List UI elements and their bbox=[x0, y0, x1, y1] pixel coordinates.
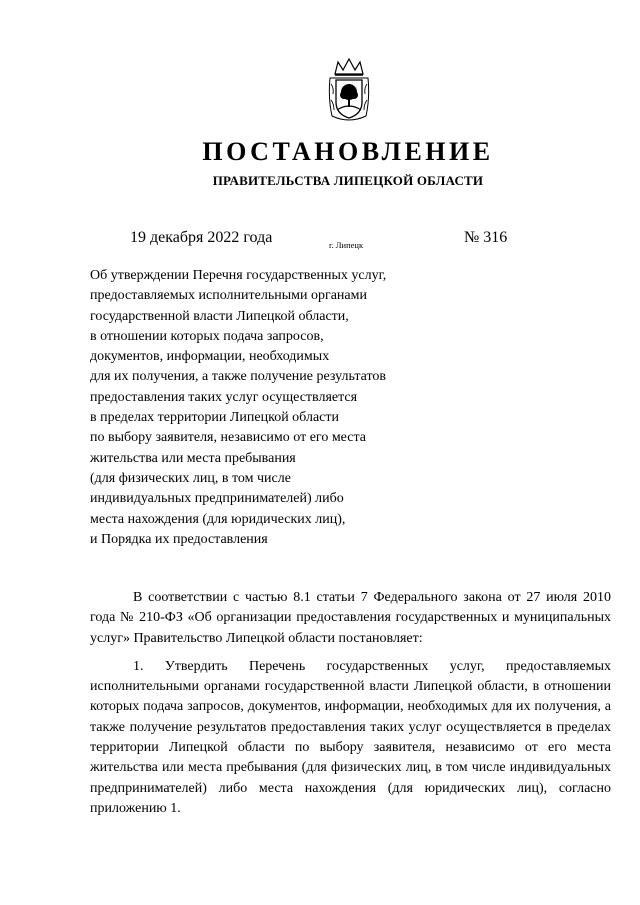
subject-line: места нахождения (для юридических лиц), bbox=[90, 511, 346, 527]
subject-line: в отношении которых подача запросов, bbox=[90, 328, 324, 344]
subject-line: для их получения, а также получение результатов bbox=[90, 369, 387, 385]
subject-line: предоставления таких услуг осуществляется bbox=[90, 389, 358, 405]
subject-line: жительства или места пребывания bbox=[90, 450, 296, 466]
document-title: ПОСТАНОВЛЕНИЕ bbox=[202, 137, 494, 166]
item-1-paragraph: 1. Утвердить Перечень государственных услуг, предоставляемых исполнительными органами государственной власти Липецкой области, в отношении которых подача запросов, документов, информации, необходимых для их получения, а также получение результатов предоставления таких услуг осуществляется в пределах территории Липецкой области по выбору заявителя, независимо от его места жительства или места пребывания (для физических лиц, в том числе индивидуальных предпринимателей) либо места нахождения (для юридических лиц), согласно приложению 1. bbox=[90, 658, 611, 816]
subject-line: по выбору заявителя, независимо от его места bbox=[90, 430, 366, 446]
document-city: г. Липецк bbox=[329, 240, 364, 250]
subject-line: индивидуальных предпринимателей) либо bbox=[90, 491, 344, 507]
issuing-authority: ПРАВИТЕЛЬСТВА ЛИПЕЦКОЙ ОБЛАСТИ bbox=[212, 173, 484, 188]
document-body bbox=[90, 588, 611, 827]
document-subject bbox=[90, 266, 450, 550]
subject-line: и Порядка их предоставления bbox=[90, 531, 268, 547]
subject-line: предоставляемых исполнительными органами bbox=[90, 288, 367, 304]
subject-line: в пределах территории Липецкой области bbox=[90, 410, 339, 426]
preamble-paragraph: В соответствии с частью 8.1 статьи 7 Федерального закона от 27 июля 2010 года № 210-ФЗ «Об организации предоставления государственных и муниципальных услуг» Правительство Липецкой области постановляет: bbox=[90, 590, 611, 646]
subject-line: государственной власти Липецкой области, bbox=[90, 308, 349, 324]
subject-line: документов, информации, необходимых bbox=[90, 349, 330, 365]
subject-line: (для физических лиц, в том числе bbox=[90, 470, 291, 486]
document-number: № 316 bbox=[464, 229, 508, 246]
coat-of-arms-icon bbox=[326, 58, 372, 124]
subject-line: Об утверждении Перечня государственных услуг, bbox=[90, 268, 387, 283]
document-date: 19 декабря 2022 года bbox=[130, 229, 273, 246]
